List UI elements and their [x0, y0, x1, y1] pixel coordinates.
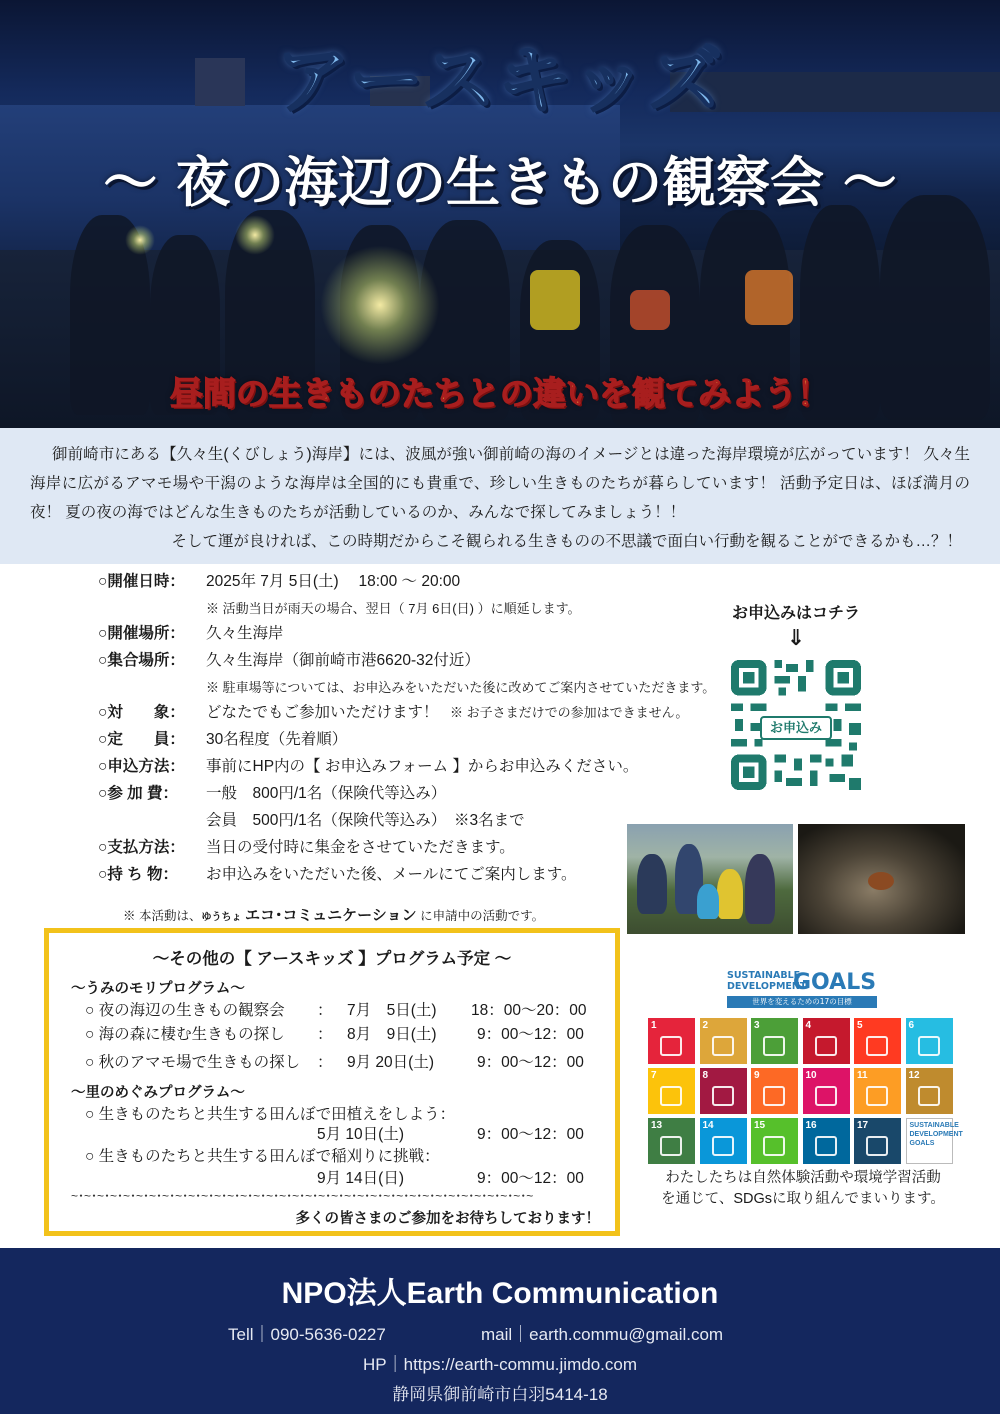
- meeting-value: 久々生海岸（御前崎市港6620-32付近）: [206, 652, 480, 669]
- event-subtitle: ～ 夜の海辺の生きもの観察会 ～: [103, 151, 897, 214]
- payment-label: ○支払方法：: [98, 839, 185, 856]
- sdg-goal-icon: [712, 1136, 734, 1156]
- intro-paragraph: 御前崎市にある【久々生(くびしょう)海岸】には、波風が強い御前崎の海のイメージとは違った海岸環境が広がっています！ 久々生海岸に広がるアマモ場や干潟のような海岸は全国的にも貴重で、珍しい生きものたちが暮らしています！ 活動予定日は、ほぼ満月の夜！ 夏の夜の海ではどんな生きものたちが活動しているのか、みんなで探してみましょう！！: [30, 446, 970, 521]
- sdg-goal-icon: [918, 1036, 940, 1056]
- program-section-sato: ～里のめぐみプログラム～: [71, 1085, 245, 1101]
- sdgs-logo: SUSTAINABLE DEVELOPMENT GOALS 世界を変えるための17の目標: [727, 970, 877, 1006]
- program-section-umi: ～うみのモリプログラム～: [71, 981, 245, 997]
- sponsor-footnote: ※ 本活動は、ゆうちょ エコ･コミュニケーション に申請中の活動です。: [123, 907, 545, 924]
- sdg-goal-tile: 7: [648, 1068, 695, 1114]
- venue-value: 久々生海岸: [206, 625, 284, 642]
- apply-label: ○申込方法：: [98, 758, 185, 775]
- fee-label: ○参 加 費：: [98, 785, 178, 802]
- program-item-date: 9月 14日(日) 9：00～12：00: [317, 1170, 584, 1187]
- sdg-goal-icon: [815, 1086, 837, 1106]
- address: 静岡県御前崎市白羽5414-18: [392, 1385, 608, 1404]
- flashlight-glow: [235, 215, 275, 255]
- sdg-goal-tile: 15: [751, 1118, 798, 1164]
- sdg-goal-tile: 17: [854, 1118, 901, 1164]
- wave-divider: ~･~･~･~･~･~･~･~･~･~･~･~･~･~･~･~･~･~･~･~･~･~･~･~･~･~･~･~･~･~･~･~･~･~･~･~: [71, 1189, 534, 1203]
- fee-general: 一般 800円/1名（保険代等込み）: [206, 785, 447, 802]
- sdg-goal-icon: [660, 1136, 682, 1156]
- target-label: ○対 象：: [98, 704, 185, 721]
- intro-section: [0, 428, 1000, 564]
- date-label: ○開催日時：: [98, 573, 185, 590]
- program-schedule-box: [44, 928, 620, 1236]
- capacity-value: 30名程度（先着順）: [206, 731, 348, 748]
- sdg-goal-icon: [815, 1136, 837, 1156]
- organization-name: NPO法人Earth Communication: [281, 1277, 719, 1310]
- sdg-logo-tile: SUSTAINABLE DEVELOPMENT GOALS: [906, 1118, 953, 1164]
- program-item: ○ 海の森に棲む生きもの探し ： 8月 9日(土) 9：00～12：00: [85, 1026, 584, 1043]
- date-note: ※ 活動当日が雨天の場合、翌日（ 7月 6日(日) ）に順延します。: [206, 601, 581, 616]
- items-value: お申込みをいただいた後、メールにてご案内します。: [206, 866, 577, 883]
- sdg-goal-icon: [763, 1036, 785, 1056]
- sdg-goal-tile: 2: [700, 1018, 747, 1064]
- yucho-label: ゆうちょ: [201, 912, 242, 923]
- closing-message: 多くの皆さまのご参加をお待ちしております！: [295, 1211, 600, 1227]
- sdg-goal-tile: 10: [803, 1068, 850, 1114]
- flashlight-glow: [320, 245, 440, 365]
- sdg-goal-icon: [866, 1086, 888, 1106]
- program-item: ○ 生きものたちと共生する田んぼで田植えをしよう：: [85, 1106, 456, 1123]
- apply-heading: お申込みはコチラ: [731, 605, 860, 622]
- meeting-label: ○集合場所：: [98, 652, 185, 669]
- capacity-label: ○定 員：: [98, 731, 185, 748]
- program-item: ○ 秋のアマモ場で生きもの探し ： 9月 20日(土) 9：00～12：00: [85, 1054, 584, 1071]
- sdg-goal-icon: [712, 1086, 734, 1106]
- qr-apply-label: お申込み: [760, 716, 832, 740]
- venue-label: ○開催場所：: [98, 625, 185, 642]
- eco-communication-brand: エコ･コミュニケーション: [244, 907, 417, 924]
- date-value: 2025年 7月 5日(土) 18:00 ～ 20:00: [206, 573, 461, 590]
- target-note: ※ お子さまだけでの参加はできません。: [450, 705, 689, 720]
- hero-photo: [0, 0, 1000, 428]
- sdg-goal-tile: 1: [648, 1018, 695, 1064]
- target-value: どなたでもご参加いただけます！: [206, 704, 439, 721]
- program-item-date: 5月 10日(土) 9：00～12：00: [317, 1126, 584, 1143]
- event-title: アースキッズ: [275, 38, 725, 124]
- website-link[interactable]: HP｜https://earth-commu.jimdo.com: [363, 1355, 637, 1374]
- activity-photo-kids: [627, 824, 793, 934]
- sdg-goal-tile: 13: [648, 1118, 695, 1164]
- sdg-goal-tile: 5: [854, 1018, 901, 1064]
- payment-value: 当日の受付時に集金をさせていただきます。: [206, 839, 515, 856]
- event-details: [98, 568, 718, 924]
- sdg-goal-tile: 6: [906, 1018, 953, 1064]
- sdg-goal-icon: [866, 1136, 888, 1156]
- sdg-goal-tile: 16: [803, 1118, 850, 1164]
- sdg-goal-icon: [660, 1036, 682, 1056]
- items-label: ○持 ち 物：: [98, 866, 178, 883]
- sdg-goal-tile: 14: [700, 1118, 747, 1164]
- email-address[interactable]: mail｜earth.commu@gmail.com: [481, 1325, 724, 1344]
- sdg-goal-icon: [918, 1086, 940, 1106]
- activity-photo-crab: [798, 824, 965, 934]
- intro-paragraph: そして運が良ければ、この時期だからこそ観られる生きものの不思議で面白い行動を観ることができるかも…？！: [171, 533, 962, 550]
- sdg-goal-tile: 11: [854, 1068, 901, 1114]
- sdg-goal-icon: [763, 1086, 785, 1106]
- sdg-goal-icon: [712, 1036, 734, 1056]
- program-title: ～その他の【 アースキッズ 】プログラム予定 ～: [152, 950, 512, 968]
- phone-number[interactable]: Tell｜090-5636-0227: [228, 1325, 386, 1344]
- sdg-goal-tile: 4: [803, 1018, 850, 1064]
- sdg-goal-icon: [815, 1036, 837, 1056]
- sdg-goal-tile: 8: [700, 1068, 747, 1114]
- flashlight-glow: [125, 225, 155, 255]
- program-item: ○ 生きものたちと共生する田んぼで稲刈りに挑戦：: [85, 1148, 440, 1165]
- program-item: ○ 夜の海辺の生きもの観察会 ： 7月 5日(土) 18：00～20：00: [85, 1002, 587, 1019]
- fee-member: 会員 500円/1名（保険代等込み） ※3名まで: [206, 812, 525, 829]
- catchphrase: 昼間の生きものたちとの違いを観てみよう！: [170, 374, 830, 413]
- apply-value: 事前にHP内の【 お申込みフォーム 】からお申込みください。: [206, 758, 639, 775]
- sdg-goal-icon: [866, 1036, 888, 1056]
- sdg-goal-icon: [660, 1086, 682, 1106]
- meeting-note: ※ 駐車場等については、お申込みをいただいた後に改めてご案内させていただきます。: [206, 680, 716, 695]
- footer-contact: [0, 1248, 1000, 1414]
- down-arrow-icon: ⇓: [786, 626, 806, 651]
- sdg-goal-tile: 9: [751, 1068, 798, 1114]
- crab-icon: [868, 872, 894, 890]
- sdg-goal-icon: [763, 1136, 785, 1156]
- sdg-goal-tile: 12: [906, 1068, 953, 1114]
- sdgs-statement: わたしたちは自然体験活動や環境学習活動 を通じて、SDGsに取り組んでまいります。: [661, 1170, 945, 1207]
- sdg-goal-tile: 3: [751, 1018, 798, 1064]
